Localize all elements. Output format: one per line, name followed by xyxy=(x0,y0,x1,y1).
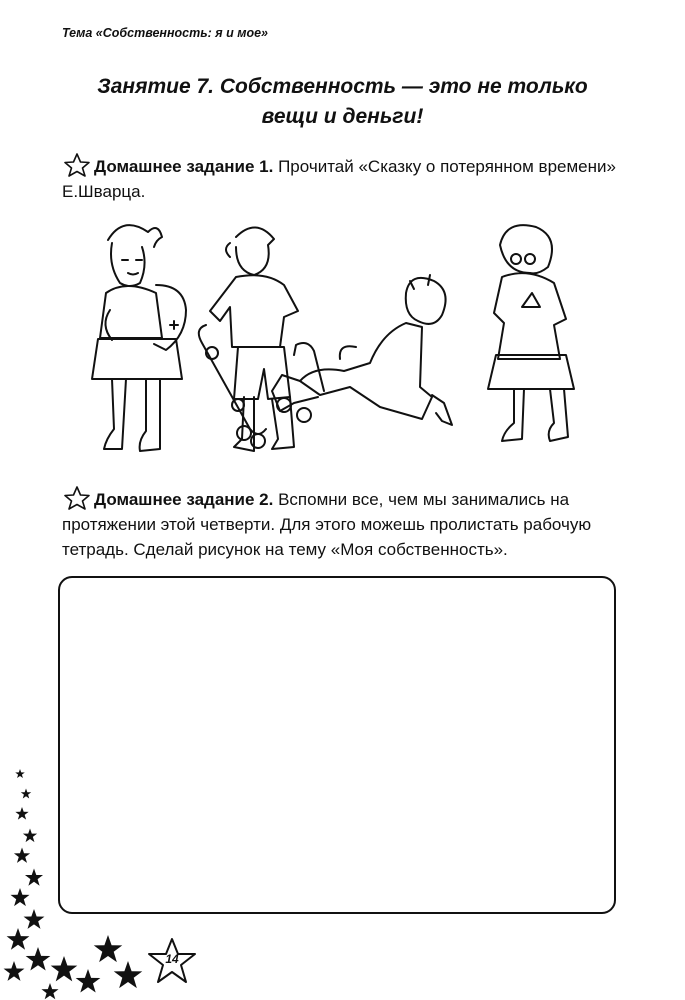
girl-with-glasses-figure xyxy=(488,225,574,441)
star-icon xyxy=(11,888,30,906)
children-illustration xyxy=(88,215,588,470)
homework-2-text: Вспомни все, чем мы занимались на протяжении этой четверти. Для этого можешь пролистать рабочую тетрадь. Сделай рисунок на тему «Моя собственность». xyxy=(62,490,592,559)
star-icon xyxy=(94,935,123,962)
star-icon xyxy=(76,969,101,993)
star-icon xyxy=(41,983,58,999)
homework-1-text: Прочитай «Сказку о потерянном времени» Е.Шварца. xyxy=(62,157,616,201)
star-icon xyxy=(51,956,78,981)
star-icon xyxy=(24,909,45,929)
lesson-title xyxy=(60,72,625,132)
star-outline-icon xyxy=(62,486,92,510)
page-header-topic: Тема «Собственность: я и мое» xyxy=(62,26,268,40)
star-icon xyxy=(15,807,28,820)
homework-2 xyxy=(62,486,624,562)
star-icon xyxy=(15,769,25,778)
lesson-title-line-2: вещи и деньги! xyxy=(261,105,424,128)
star-icon xyxy=(26,947,51,971)
homework-2-label: Домашнее задание 2. xyxy=(94,490,274,509)
lesson-title-line-1: Занятие 7. Собственность — это не только xyxy=(97,75,588,98)
page-number: 14 xyxy=(165,952,179,966)
star-icon xyxy=(14,848,30,863)
boy-with-skateboard-figure xyxy=(199,227,298,451)
star-icon xyxy=(23,829,37,843)
girl-with-backpack-figure xyxy=(92,225,186,451)
star-outline-icon xyxy=(62,153,92,177)
star-icon xyxy=(114,961,143,988)
star-icon xyxy=(4,961,25,981)
star-icon xyxy=(21,789,31,799)
star-icon xyxy=(25,869,43,886)
homework-1 xyxy=(62,153,624,204)
star-icon xyxy=(7,928,30,950)
sitting-boy-figure xyxy=(272,275,452,425)
homework-1-label: Домашнее задание 1. xyxy=(94,157,274,176)
